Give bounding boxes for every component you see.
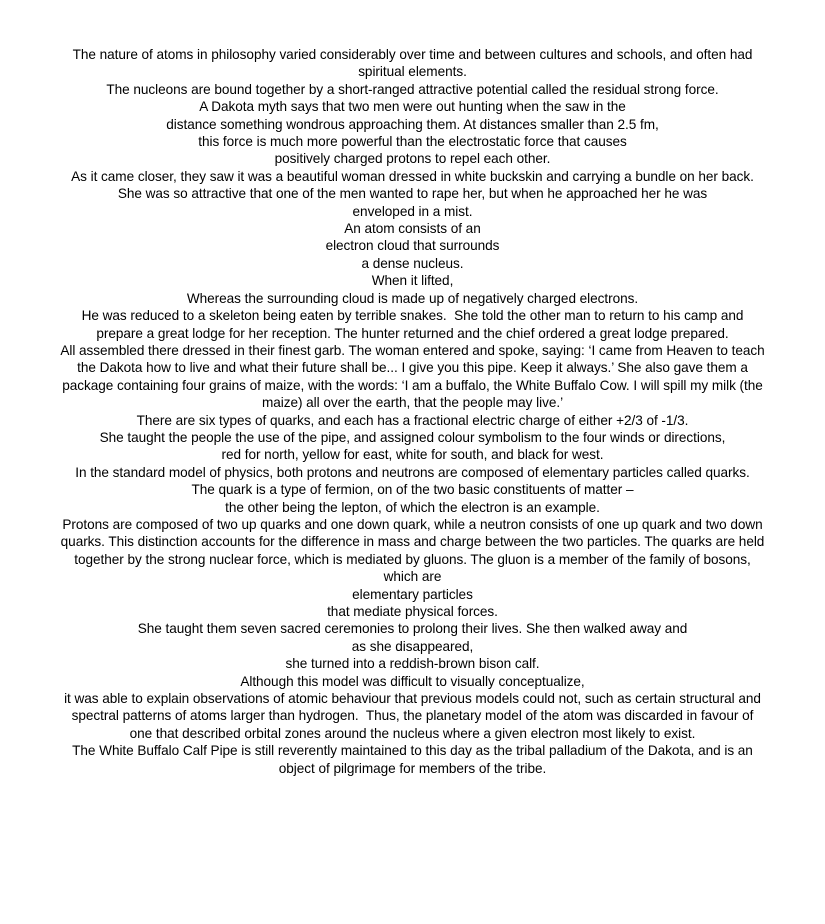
text-line: The nucleons are bound together by a short-ranged attractive potential called the residual strong force.: [106, 81, 719, 97]
text-line: enveloped in a mist.: [352, 203, 473, 219]
text-line: positively charged protons to repel each other.: [274, 151, 551, 167]
text-line: She was so attractive that one of the men wanted to rape her, but when he approached her he was: [117, 186, 708, 202]
text-line: which are: [383, 569, 442, 585]
text-line: distance something wondrous approaching them. At distances smaller than 2.5 fm,: [166, 116, 659, 132]
text-line: The White Buffalo Calf Pipe is still reverently maintained to this day as the tribal palladium of the Dakota, and is an: [72, 743, 753, 759]
text-line: As it came closer, they saw it was a beautiful woman dressed in white buckskin and carrying a bundle on her back.: [71, 168, 754, 184]
text-line: as she disappeared,: [351, 638, 474, 654]
text-line: spiritual elements.: [358, 64, 467, 80]
text-line: together by the strong nuclear force, which is mediated by gluons. The gluon is a member of the family of bosons,: [74, 551, 751, 567]
text-line: In the standard model of physics, both protons and neutrons are composed of elementary particles called quarks.: [75, 464, 750, 480]
text-line: quarks. This distinction accounts for the difference in mass and charge between the two particles. The quarks are held: [60, 534, 765, 550]
text-line: When it lifted,: [371, 273, 454, 289]
text-line: An atom consists of an: [344, 221, 481, 237]
text-line: red for north, yellow for east, white for south, and black for west.: [221, 447, 604, 463]
text-line: She taught them seven sacred ceremonies to prolong their lives. She then walked away and: [137, 621, 688, 637]
text-line: it was able to explain observations of atomic behaviour that previous models could not, such as certain structural and: [64, 691, 761, 707]
text-line: the other being the lepton, of which the electron is an example.: [225, 499, 600, 515]
text-line: All assembled there dressed in their finest garb. The woman entered and spoke, saying: ‘I came from Heaven to teach: [60, 342, 765, 358]
text-line: Whereas the surrounding cloud is made up of negatively charged electrons.: [186, 290, 639, 306]
text-line: Although this model was difficult to visually conceptualize,: [240, 673, 585, 689]
text-line: He was reduced to a skeleton being eaten by terrible snakes. She told the other man to return to his camp and: [81, 308, 744, 324]
text-line: maize) all over the earth, that the people may live.’: [261, 395, 564, 411]
text-line: electron cloud that surrounds: [325, 238, 500, 254]
text-line: elementary particles: [352, 586, 473, 602]
text-line: The quark is a type of fermion, on of the two basic constituents of matter –: [191, 482, 634, 498]
text-line: object of pilgrimage for members of the tribe.: [278, 760, 547, 776]
text-line: she turned into a reddish-brown bison calf.: [285, 656, 540, 672]
text-line: There are six types of quarks, and each has a fractional electric charge of either +2/3 of -1/3.: [136, 412, 689, 428]
text-line: She taught the people the use of the pipe, and assigned colour symbolism to the four winds or directions,: [99, 429, 726, 445]
text-line: this force is much more powerful than the electrostatic force that causes: [198, 134, 627, 150]
text-line: Protons are composed of two up quarks and one down quark, while a neutron consists of one up quark and two down: [62, 516, 763, 532]
text-line: a dense nucleus.: [361, 255, 464, 271]
text-line: the Dakota how to live and what their future shall be... I give you this pipe. Keep it always.’ She also gave them a: [77, 360, 748, 376]
document-text-block: [0, 46, 825, 777]
text-line: that mediate physical forces.: [327, 604, 498, 619]
text-line: The nature of atoms in philosophy varied considerably over time and between cultures and schools, and often had: [72, 47, 753, 62]
text-line: A Dakota myth says that two men were out hunting when the saw in the: [199, 99, 626, 115]
text-line: one that described orbital zones around the nucleus where a given electron most likely to exist.: [129, 725, 696, 741]
text-line: package containing four grains of maize, with the words: ‘I am a buffalo, the White Buffalo Cow. I will spill my milk (the: [62, 377, 763, 393]
text-line: prepare a great lodge for her reception. The hunter returned and the chief ordered a great lodge prepared.: [96, 325, 729, 341]
text-line: spectral patterns of atoms larger than hydrogen. Thus, the planetary model of the atom was discarded in favour of: [71, 708, 754, 724]
